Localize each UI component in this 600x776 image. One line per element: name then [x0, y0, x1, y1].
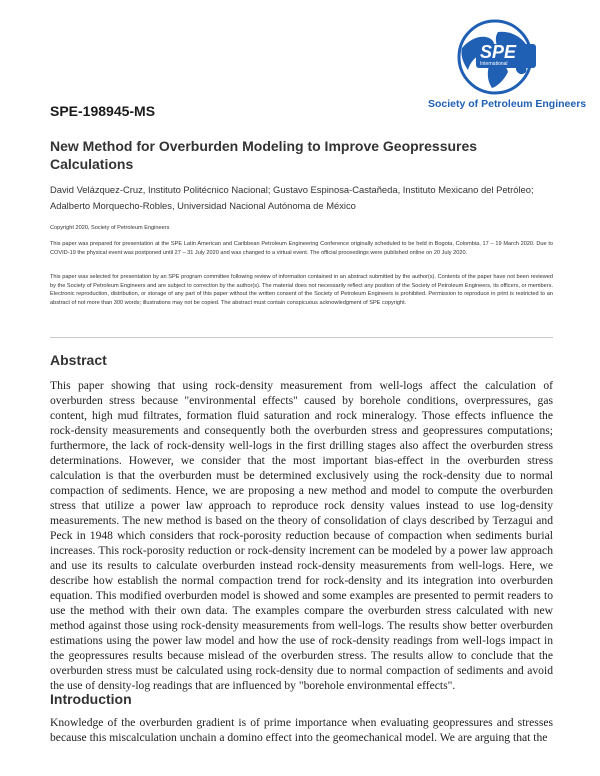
spe-logo: [418, 18, 587, 128]
introduction-text: Knowledge of the overburden gradient is of prime importance when evaluating geopressures and stresses because this miscalculation unchain a domino effect into the geomechanical model. We are arguing that the: [50, 716, 553, 744]
selection-notice: This paper was selected for presentation by an SPE program committee following review of information contained in an abstract submitted by the author(s). Contents of the paper have not been reviewed by the Society of Petroleum Engineers and are subject to correction by the author(s). The material does not necessarily reflect any position of the Society of Petroleum Engineers, its officers, or members. Electronic reproduction, distribution, or storage of any part of this paper without the written consent of the Society of Petroleum Engineers is prohibited. Permission to reproduce in print is restricted to an abstract of not more than 300 words; illustrations may not be copied. The abstract must contain conspicuous acknowledgment of SPE copyright.: [50, 274, 553, 306]
spe-badge-sub: International: [480, 61, 508, 67]
introduction-heading: Introduction: [50, 691, 132, 707]
abstract-heading: Abstract: [50, 352, 107, 368]
org-name: Society of Petroleum Engineers: [428, 98, 587, 110]
section-divider: [50, 337, 553, 338]
copyright-notice: Copyright 2020, Society of Petroleum Engineers: [50, 225, 170, 231]
paper-id: SPE-198945-MS: [50, 103, 156, 119]
spe-badge-text: SPE: [480, 42, 517, 62]
preparation-notice: This paper was prepared for presentation at the SPE Latin American and Caribbean Petroleum Engineering Conference originally scheduled to be held in Bogota, Colombia, 17 – 19 March 2020. Due to COVID-19 the physical event was postponed until 27 – 31 July 2020 and was changed to a virtual event. The official proceedings were published online on 20 July 2020.: [50, 241, 553, 256]
paper-title: New Method for Overburden Modeling to Improve Geopressures Calculations: [50, 138, 478, 172]
abstract-text: This paper showing that using rock-density measurement from well-logs affect the calculation of overburden stress because "environmental effects" caused by borehole conditions, overpressures, gas content, high mud filtrates, formation fluid saturation and rock mineralogy. Those effects influence the rock-density measurements and consequently both the overburden stress and geopressures computations; furthermore, the lack of rock-density well-logs in the first drilling stages also affect the overburden stress determinations. However, we consider that the most important bias-effect in the overburden stress calculation is that the overburden must be determined exclusively using the rock-density due to normal compaction of sediments. Hence, we are proposing a new method and model to compute the overburden stress that utilize a power law approach to reproduce rock density values instead to use log-density measurements. The new method is based on the theory of consolidation of clays described by Terzagui and Peck in 1948 which considers that rock-porosity reduction because of compaction when sediments burial increases. This rock-porosity reduction or rock-density increment can be modeled by a power law approach and use its results to calculate overburden instead rock-density measurements from well-logs. Here, we describe how establish the normal compaction trend for rock-density and its integration into overburden equation. This modified overburden model is showed and some examples are presented to permit readers to use the method with their own data. The examples compare the overburden stress calculated with new method against those using rock-density measurements from well-logs. The results show better overburden estimations using the power law model and how the use of rock-density readings from well-logs impact in the geopressures results because mislead of the overburden stress. The results allow to conclude that the overburden stress must be calculated using rock-density due to normal compaction of sediments and avoid the use of density-log readings that are influenced by "borehole environmental effects".: [50, 379, 553, 692]
authors: David Velázquez-Cruz, Instituto Politécnico Nacional; Gustavo Espinosa-Castañeda, Instituto Mexicano del Petróleo; Adalberto Morquecho-Robles, Universidad Nacional Autónoma de México: [50, 184, 534, 211]
